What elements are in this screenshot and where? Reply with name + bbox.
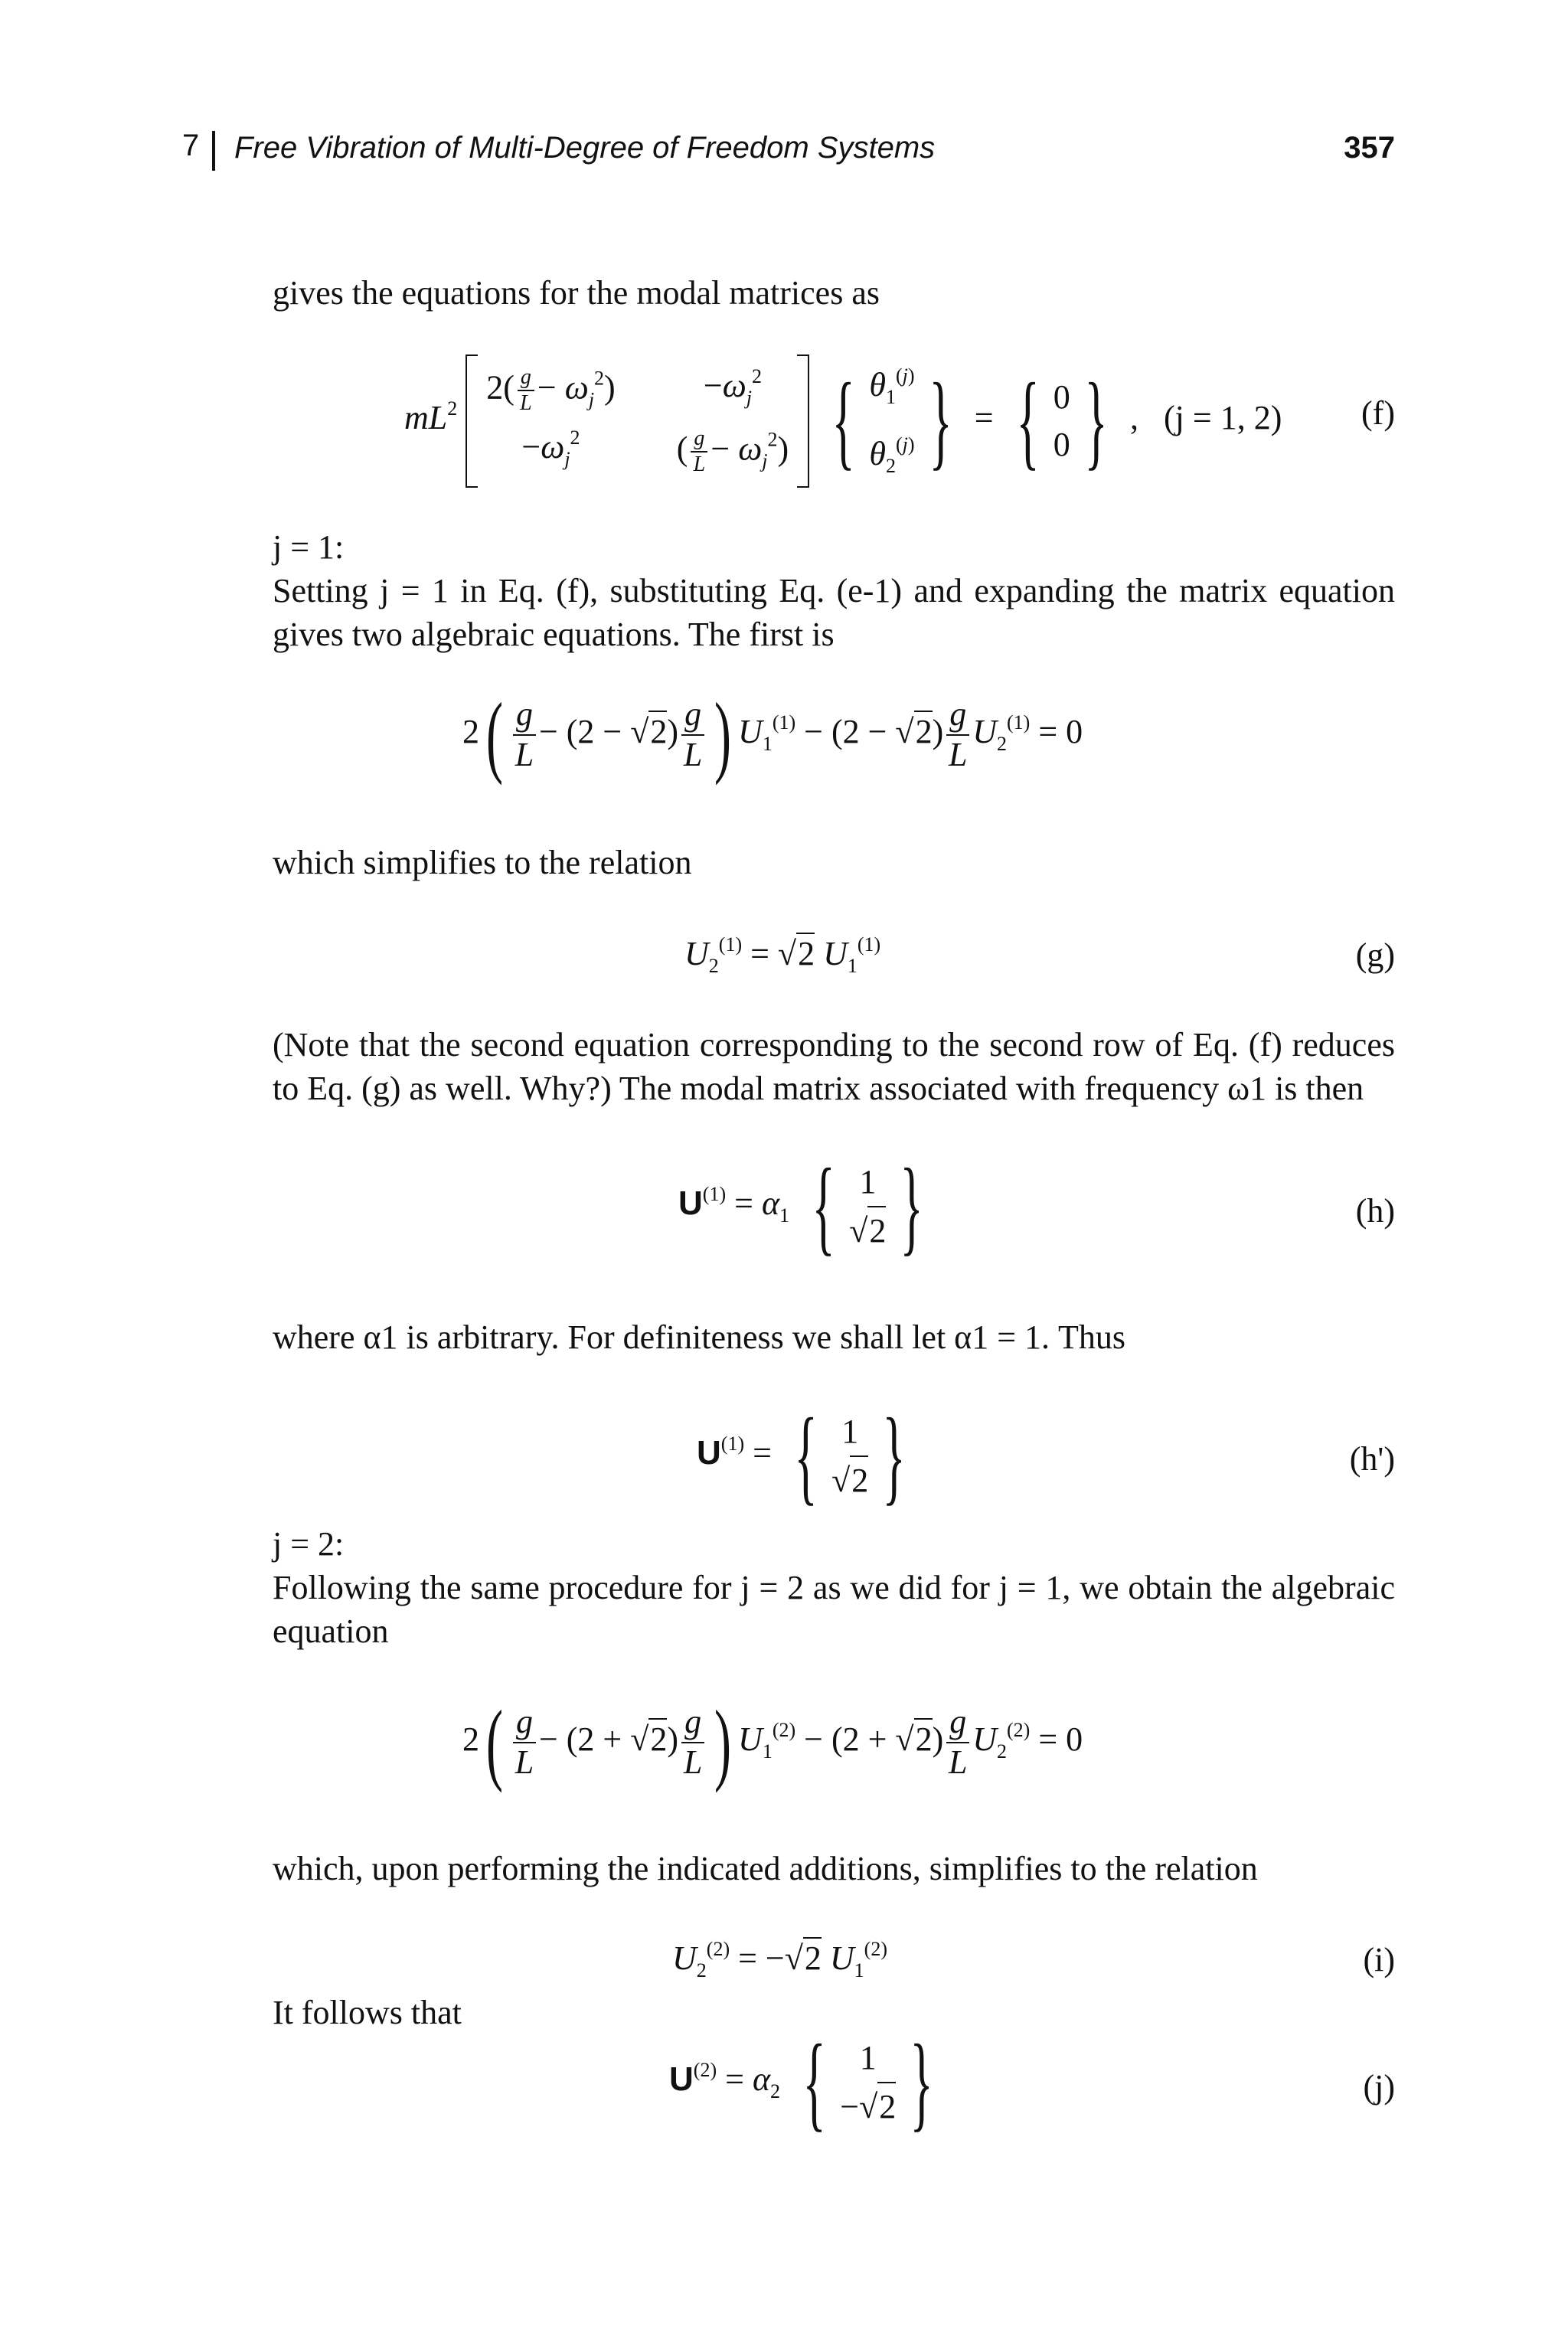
equation-label-i: (i): [1363, 1941, 1395, 1978]
paragraph-additions: [273, 1847, 1395, 1890]
equation-rhs: = 0: [1038, 713, 1083, 751]
paragraph-text: (Note that the second equation corresponding to the second row of Eq. (f) reduces to Eq. (g) as well. Why?) The modal matrix associated with frequency ω1 is then: [273, 1026, 1395, 1107]
equation-i: $U_2^{(2)} = -√2$ $U_1^{(2)}$: [672, 1938, 887, 1982]
paragraph-simplify: [273, 841, 1395, 884]
paragraph-text: where α1 is arbitrary. For definiteness we shall let α1 = 1. Thus: [273, 1318, 1126, 1356]
paragraph-text: which, upon performing the indicated additions, simplifies to the relation: [273, 1850, 1258, 1887]
equation-j: $U^{(2)} = \alpha_2$ { 1 −√2 }: [669, 2023, 933, 2142]
equation-label-j: (j): [1363, 2068, 1395, 2106]
chapter-number: 7: [182, 129, 200, 162]
equation-f: $mL^2$ 2( $\frac{g}{L}$ − $\omega_j^2$) $-\omega_j^2$ $-\omega_j^2$ ( $\frac{g}{L}$ − $\omega_j^2$) { $\theta_1^{(j)}$ $\theta_2^{(j)}$ } = { 0 0 } , (j = 1, 2): [404, 352, 1282, 490]
paragraph-j2: [273, 1522, 1395, 1653]
equation-h: $U^{(1)} = \alpha_1$ { 1 √2 }: [678, 1147, 924, 1266]
paragraph-j1: [273, 525, 1395, 656]
paragraph-text: which simplifies to the relation: [273, 844, 692, 881]
paragraph-text: Setting j = 1 in Eq. (f), substituting Eq. (e-1) and expanding the matrix equation gives two algebraic equations. The first is: [273, 572, 1395, 653]
equation-condition: (j = 1, 2): [1164, 399, 1282, 437]
paragraph-follows: [273, 1991, 1395, 2034]
paragraph-text: Following the same procedure for j = 2 as we did for j = 1, we obtain the algebraic equation: [273, 1569, 1395, 1650]
heading-j1: j = 1:: [273, 528, 345, 566]
paragraph-note: [273, 1023, 1395, 1110]
running-head-title: Free Vibration of Multi-Degree of Freedom Systems: [234, 131, 936, 165]
equation-algebraic-1: 2( $\frac{g}{L}$ − (2 − √2) $\frac{g}{L}$ ) $U_1^{(1)} - (2 - √2)$ $\frac{g}{L}$ $U_2^{(1)} = 0$: [462, 684, 1083, 786]
heading-j2: j = 2:: [273, 1525, 345, 1563]
equation-label-h: (h): [1355, 1192, 1395, 1230]
equation-rhs: = 0: [1038, 1720, 1083, 1759]
paragraph-arbitrary: [273, 1315, 1395, 1359]
paragraph-text: gives the equations for the modal matrices as: [273, 274, 880, 312]
equation-h-prime: $U^{(1)}$ = { 1 √2 }: [697, 1397, 906, 1515]
header-divider: [212, 131, 215, 171]
paragraph-intro: [273, 271, 1395, 315]
equation-label-g: (g): [1355, 936, 1395, 974]
equation-algebraic-2: 2( $\frac{g}{L}$ − (2 + √2) $\frac{g}{L}$ ) $U_1^{(2)} - (2 + √2)$ $\frac{g}{L}$ $U_2^{(2)} = 0$: [462, 1691, 1083, 1793]
paragraph-text: It follows that: [273, 1994, 462, 2031]
equation-g: $U_2^{(1)} = √2$ $U_1^{(1)}$: [684, 933, 881, 977]
page-number: 357: [1344, 131, 1395, 165]
equation-label-f: (f): [1361, 394, 1395, 432]
equation-label-h-prime: (h'): [1349, 1440, 1395, 1478]
